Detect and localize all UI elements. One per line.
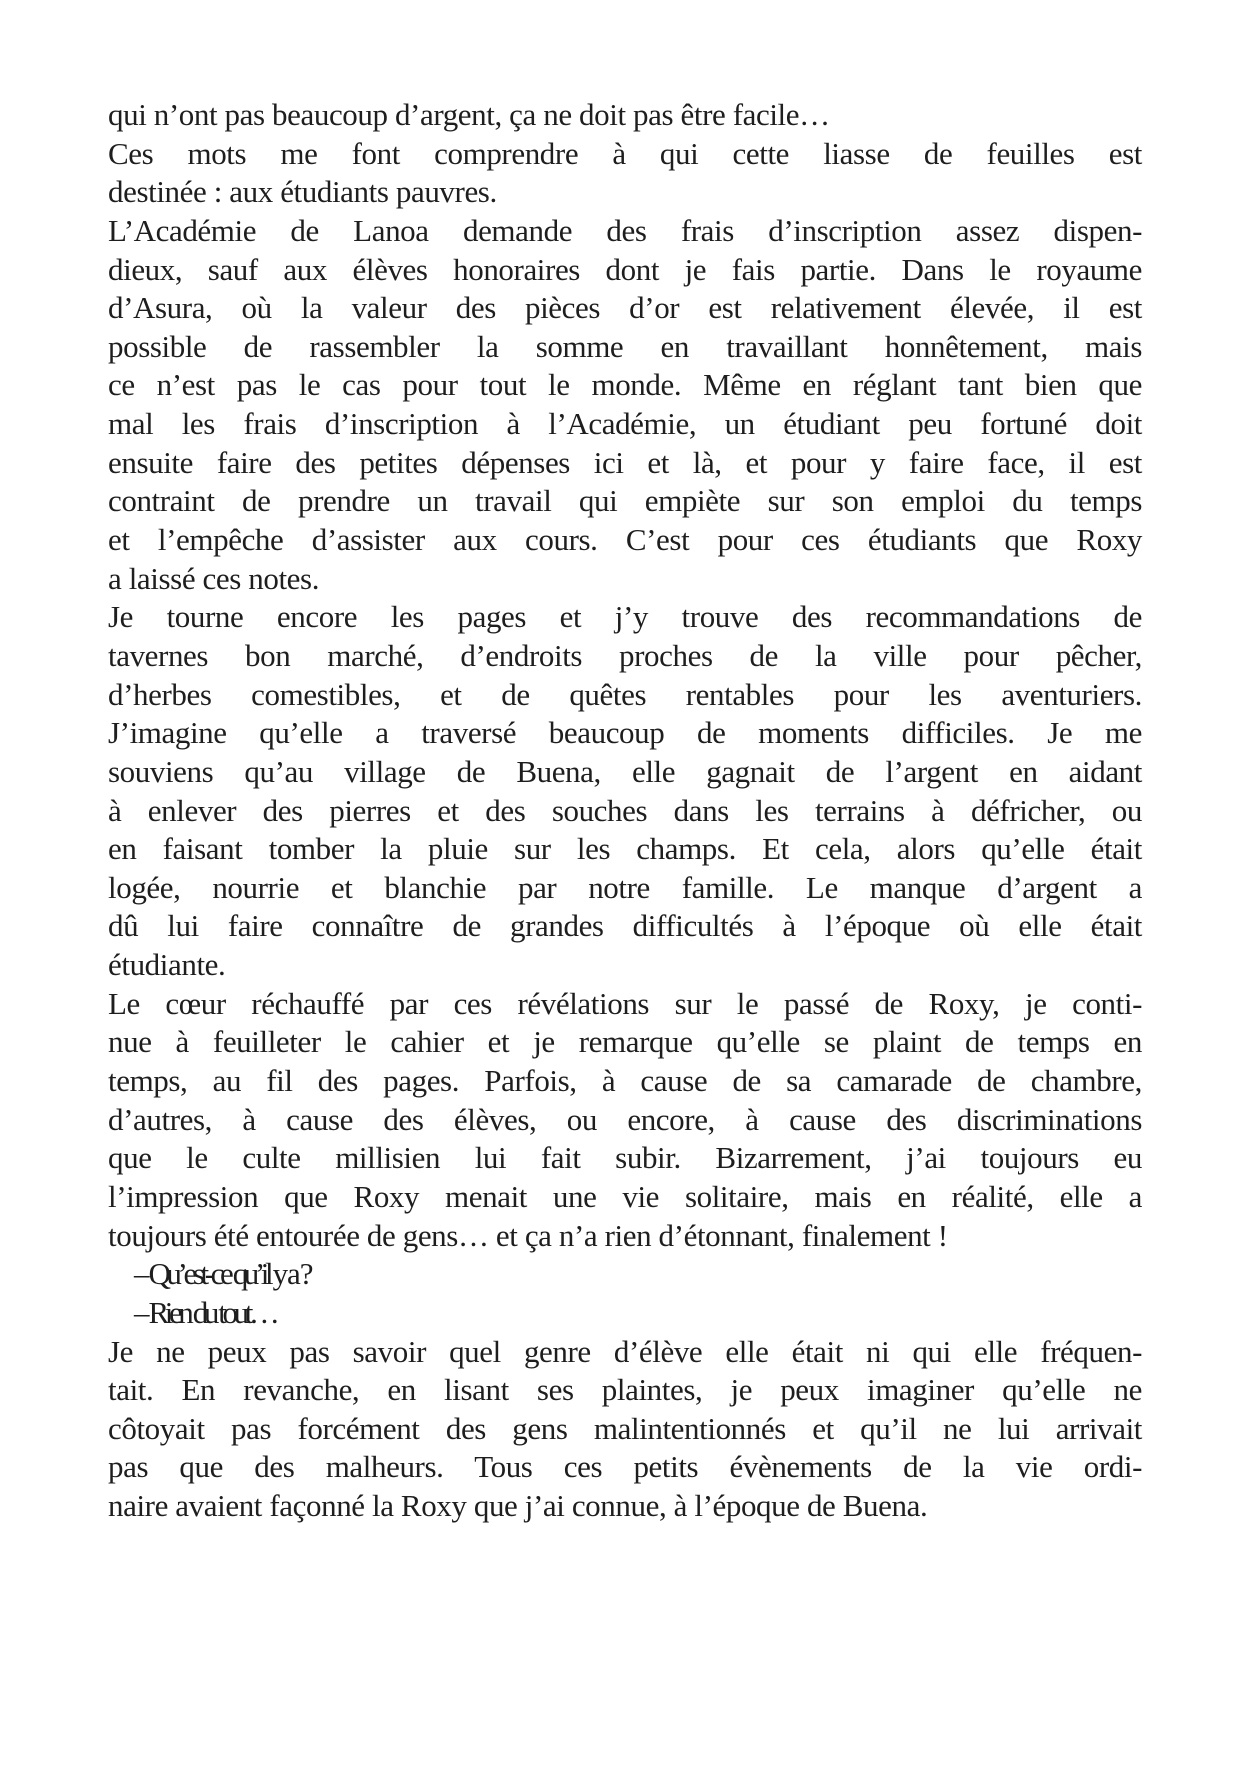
text-line: d’autres, à cause des élèves, ou encore, à cause des discriminations (108, 1101, 1142, 1137)
paragraph (108, 212, 1142, 598)
text-line: logée, nourrie et blanchie par notre famille. Le manque d’argent a (108, 869, 1142, 905)
text-line: d’herbes comestibles, et de quêtes rentables pour les aventuriers. (108, 676, 1142, 712)
paragraph (108, 96, 1142, 135)
text-line: Je tourne encore les pages et j’y trouve des recommandations de (108, 599, 1142, 635)
text-line: et l’empêche d’assister aux cours. C’est pour ces étudiants que Roxy (108, 522, 1142, 558)
text-line: pas que des malheurs. Tous ces petits évènements de la vie ordi- (108, 1449, 1142, 1485)
text-line: à enlever des pierres et des souches dans les terrains à défricher, ou (108, 792, 1142, 828)
text-line: nue à feuilleter le cahier et je remarque qu’elle se plaint de temps en (108, 1024, 1142, 1060)
page-body (108, 96, 1142, 1526)
text-line: temps, au fil des pages. Parfois, à cause de sa camarade de chambre, (108, 1063, 1142, 1099)
text-line: dieux, sauf aux élèves honoraires dont je fais partie. Dans le royaume (108, 251, 1142, 287)
dialogue-line (108, 1294, 1142, 1333)
text-line: dû lui faire connaître de grandes difficultés à l’époque où elle était (108, 908, 1142, 944)
text-line: possible de rassembler la somme en travaillant honnêtement, mais (108, 328, 1142, 364)
text-line: d’Asura, où la valeur des pièces d’or est relativement élevée, il est (108, 290, 1142, 326)
text-line: qui n’ont pas beaucoup d’argent, ça ne doit pas être facile… (108, 97, 830, 132)
text-line: – Rien du tout… (134, 1294, 276, 1330)
text-line: mal les frais d’inscription à l’Académie, un étudiant peu fortuné doit (108, 406, 1142, 442)
paragraph (108, 598, 1142, 984)
dialogue-line (108, 1255, 1142, 1294)
text-line: toujours été entourée de gens… et ça n’a rien d’étonnant, finalement ! (108, 1217, 948, 1253)
text-line: Je ne peux pas savoir quel genre d’élève elle était ni qui elle fréquen- (108, 1333, 1142, 1369)
text-line: l’impression que Roxy menait une vie solitaire, mais en réalité, elle a (108, 1178, 1142, 1214)
paragraph (108, 1333, 1142, 1526)
text-line: étudiante. (108, 947, 226, 983)
paragraph (108, 985, 1142, 1255)
text-line: que le culte millisien lui fait subir. Bizarrement, j’ai toujours eu (108, 1140, 1142, 1176)
text-line: en faisant tomber la pluie sur les champs. Et cela, alors qu’elle était (108, 831, 1142, 867)
text-line: côtoyait pas forcément des gens malintentionnés et qu’il ne lui arrivait (108, 1410, 1142, 1446)
text-line: – Qu’est-ce qu’il y a ? (134, 1256, 310, 1292)
text-line: tait. En revanche, en lisant ses plaintes, je peux imaginer qu’elle ne (108, 1372, 1142, 1408)
text-line: destinée : aux étudiants pauvres. (108, 174, 497, 210)
text-line: tavernes bon marché, d’endroits proches de la ville pour pêcher, (108, 637, 1142, 673)
text-line: Le cœur réchauffé par ces révélations sur le passé de Roxy, je conti- (108, 985, 1142, 1021)
text-line: ensuite faire des petites dépenses ici et là, et pour y faire face, il est (108, 444, 1142, 480)
text-line: contraint de prendre un travail qui empiète sur son emploi du temps (108, 483, 1142, 519)
text-line: naire avaient façonné la Roxy que j’ai connue, à l’époque de Buena. (108, 1488, 928, 1524)
text-line: a laissé ces notes. (108, 560, 320, 596)
paragraph (108, 135, 1142, 212)
text-line: ce n’est pas le cas pour tout le monde. Même en réglant tant bien que (108, 367, 1142, 403)
text-line: J’imagine qu’elle a traversé beaucoup de moments difficiles. Je me (108, 715, 1142, 751)
text-line: souviens qu’au village de Buena, elle gagnait de l’argent en aidant (108, 753, 1142, 789)
text-line: L’Académie de Lanoa demande des frais d’inscription assez dispen- (108, 212, 1142, 248)
text-line: Ces mots me font comprendre à qui cette liasse de feuilles est (108, 135, 1142, 171)
